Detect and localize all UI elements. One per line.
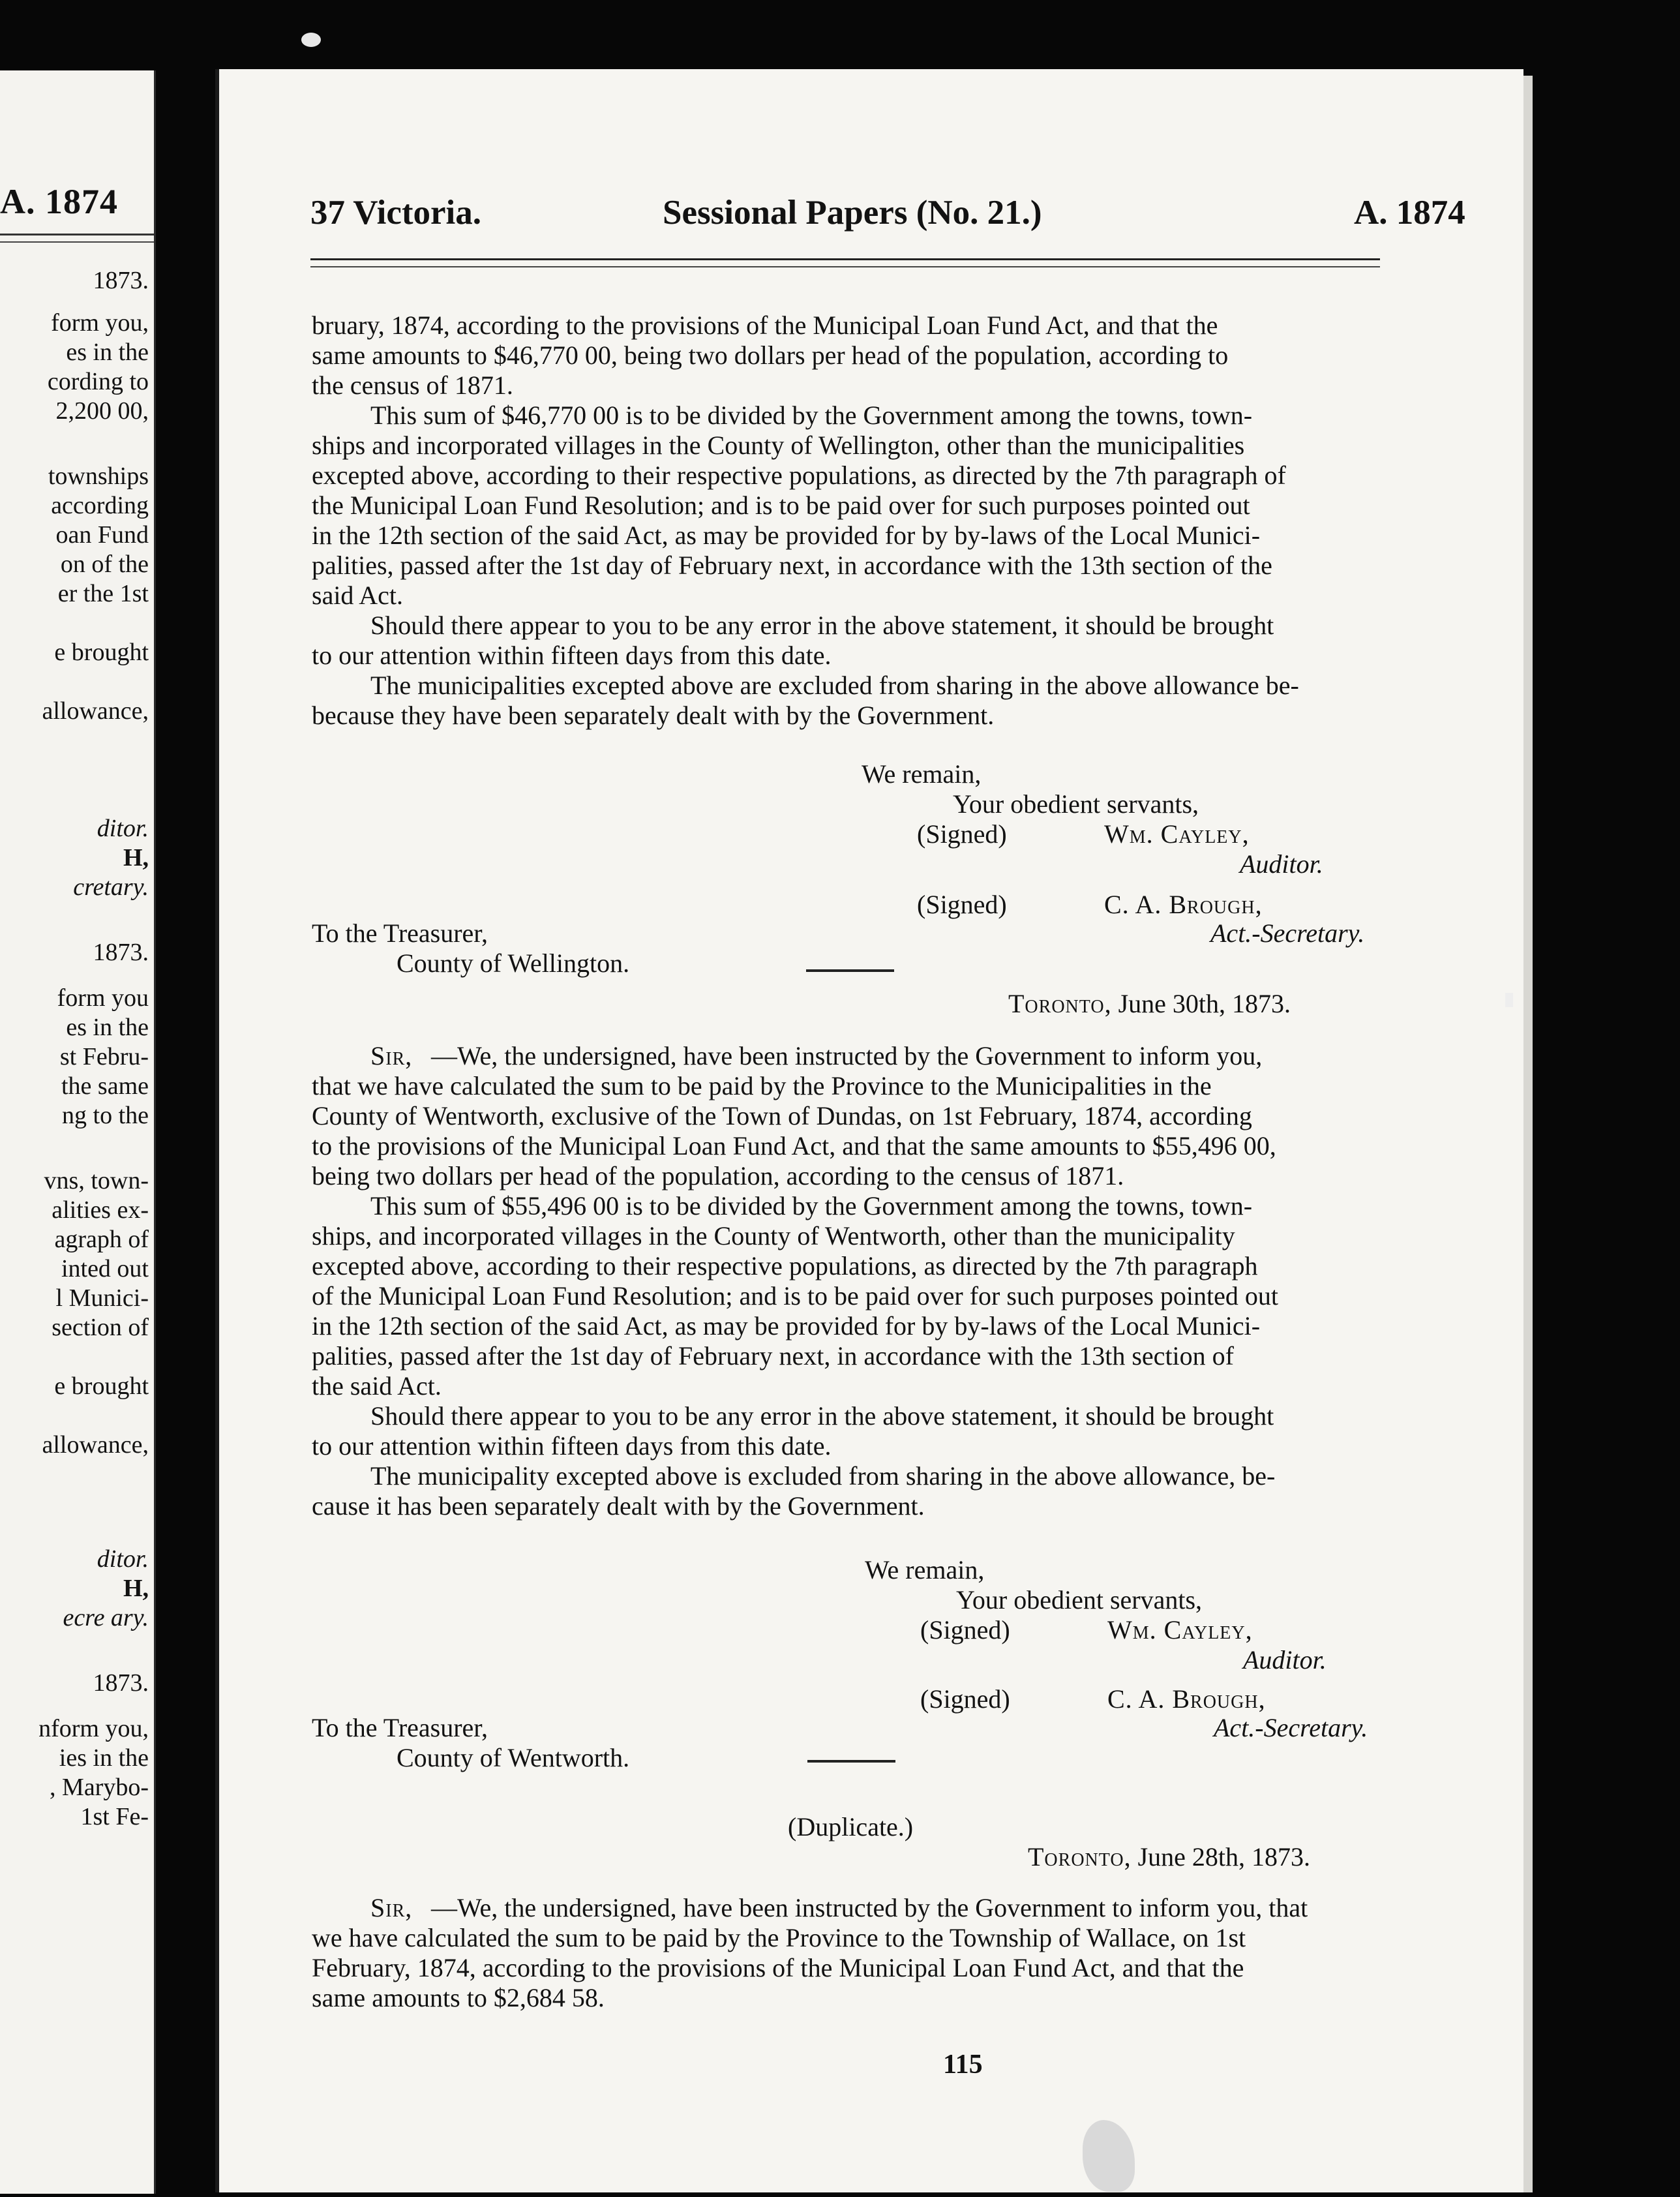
text-line: that we have calculated the sum to be paid by the Province to the Municipalities in the xyxy=(312,1071,1212,1100)
text-line: palities, passed after the 1st day of February next, in accordance with the 13th section of xyxy=(312,1341,1234,1371)
text-line: This sum of $55,496 00 is to be divided by the Government among the towns, town- xyxy=(370,1191,1253,1220)
previous-page-line: on of the xyxy=(60,551,149,578)
signatory-title: Act.-Secretary. xyxy=(1210,918,1365,948)
previous-page-line: form you xyxy=(57,984,149,1012)
section-divider xyxy=(806,969,894,972)
text-line: bruary, 1874, according to the provisions of the Municipal Loan Fund Act, and that the xyxy=(312,311,1218,340)
previous-page-line: e brought xyxy=(54,1372,149,1400)
signatory-name: C. A. Brough, xyxy=(1107,1684,1266,1714)
dateline-place: Toronto, xyxy=(1028,1842,1132,1871)
header-year: A. 1874 xyxy=(1354,194,1465,232)
text-line: to our attention within fifteen days from this date. xyxy=(312,641,832,670)
previous-page-line: l Munici- xyxy=(55,1284,149,1312)
signatory-title: Act.-Secretary. xyxy=(1214,1713,1368,1742)
section-divider xyxy=(807,1760,895,1763)
closing-servants: Your obedient servants, xyxy=(956,1585,1203,1614)
signatory-name: C. A. Brough, xyxy=(1104,890,1263,919)
signatory-title: Auditor. xyxy=(1240,849,1323,879)
closing: We remain, xyxy=(865,1555,985,1584)
salutation: Sir, xyxy=(370,1893,413,1922)
text-line: same amounts to $2,684 58. xyxy=(312,1983,605,2012)
text-line: in the 12th section of the said Act, as may be provided for by by-laws of the Local Munici- xyxy=(312,521,1261,550)
previous-page-line: ng to the xyxy=(62,1102,149,1129)
addressee-county: County of Wentworth. xyxy=(397,1743,630,1772)
previous-page-line: ditor. xyxy=(97,815,149,842)
previous-page-line: oan Fund xyxy=(55,521,149,549)
duplicate-label: (Duplicate.) xyxy=(788,1812,914,1841)
previous-page-line: according xyxy=(51,492,149,519)
text-line: excepted above, according to their respective populations, as directed by the 7th paragraph xyxy=(312,1251,1258,1280)
previous-page-line: es in the xyxy=(66,339,149,366)
text-line: Should there appear to you to be any error in the above statement, it should be brought xyxy=(370,1401,1274,1431)
header-rule xyxy=(0,241,154,243)
previous-page-line: 1873. xyxy=(93,267,149,294)
header-rule xyxy=(310,266,1380,267)
text-line: This sum of $46,770 00 is to be divided by the Government among the towns, town- xyxy=(370,401,1253,430)
text-line: to the provisions of the Municipal Loan Fund Act, and that the same amounts to $55,496 00, xyxy=(312,1131,1276,1160)
previous-page-line: es in the xyxy=(66,1014,149,1041)
salutation: Sir, xyxy=(370,1041,413,1070)
scan-speck xyxy=(301,33,321,47)
previous-page-line: section of xyxy=(52,1314,149,1341)
previous-page-header: A. 1874 xyxy=(0,182,118,221)
previous-page-line: st Febru- xyxy=(59,1043,149,1070)
previous-page-line: 2,200 00, xyxy=(55,397,149,425)
text-line: excepted above, according to their respective populations, as directed by the 7th paragraph of xyxy=(312,461,1286,490)
page-number: 115 xyxy=(943,2050,983,2080)
previous-page-line: allowance, xyxy=(42,1431,149,1459)
text-line: —We, the undersigned, have been instructed by the Government to inform you, xyxy=(431,1041,1263,1070)
text-line: the census of 1871. xyxy=(312,371,513,400)
document-page xyxy=(215,69,1523,2192)
text-line: February, 1874, according to the provisions of the Municipal Loan Fund Act, and that the xyxy=(312,1953,1244,1982)
closing-servants: Your obedient servants, xyxy=(953,789,1199,819)
signed-label: (Signed) xyxy=(920,1684,1010,1714)
dateline xyxy=(1008,989,1291,1019)
previous-page-line: 1873. xyxy=(93,939,149,966)
previous-page-line: townships xyxy=(48,462,149,490)
previous-page-line: alities ex- xyxy=(52,1196,149,1224)
text-line: the Municipal Loan Fund Resolution; and is to be paid over for such purposes pointed out xyxy=(312,491,1250,520)
signed-label: (Signed) xyxy=(920,1615,1010,1644)
text-line: The municipalities excepted above are excluded from sharing in the above allowance be- xyxy=(370,671,1299,700)
text-line: we have calculated the sum to be paid by the Province to the Township of Wallace, on 1st xyxy=(312,1923,1246,1952)
page-edge xyxy=(1523,76,1533,2192)
header-rule xyxy=(0,234,154,235)
header-rule xyxy=(310,258,1380,260)
closing: We remain, xyxy=(862,759,982,789)
dateline-date: June 28th, 1873. xyxy=(1137,1842,1311,1871)
previous-page-line: er the 1st xyxy=(57,580,149,607)
addressee-county: County of Wellington. xyxy=(397,948,630,978)
previous-page-line: e brought xyxy=(54,639,149,666)
previous-page-line: inted out xyxy=(61,1255,149,1282)
text-line: to our attention within fifteen days from this date. xyxy=(312,1431,832,1461)
previous-page-line: vns, town- xyxy=(44,1167,149,1194)
previous-page-line: form you, xyxy=(51,309,149,337)
previous-page-line: agraph of xyxy=(54,1226,149,1253)
signatory-name: Wm. Cayley, xyxy=(1104,819,1250,849)
previous-page-line: 1st Fe- xyxy=(80,1803,149,1830)
text-line: —We, the undersigned, have been instructed by the Government to inform you, that xyxy=(431,1893,1308,1922)
text-line: The municipality excepted above is excluded from sharing in the above allowance, be- xyxy=(370,1461,1276,1491)
running-header xyxy=(310,193,1602,245)
previous-page-line: ditor. xyxy=(97,1545,149,1573)
previous-page-line: H, xyxy=(123,844,149,871)
previous-page-line: , Marybo- xyxy=(50,1774,149,1801)
text-line: in the 12th section of the said Act, as may be provided for by by-laws of the Local Munici- xyxy=(312,1311,1261,1341)
text-line: palities, passed after the 1st day of February next, in accordance with the 13th section of the xyxy=(312,551,1272,580)
text-line: County of Wentworth, exclusive of the Town of Dundas, on 1st February, 1874, according xyxy=(312,1101,1252,1130)
dateline-date: June 30th, 1873. xyxy=(1118,989,1291,1018)
signed-label: (Signed) xyxy=(917,819,1007,849)
signatory-title: Auditor. xyxy=(1243,1645,1327,1674)
signed-label: (Signed) xyxy=(917,890,1007,919)
text-line: because they have been separately dealt with by the Government. xyxy=(312,701,995,730)
previous-page-strip xyxy=(0,70,156,2194)
addressee: To the Treasurer, xyxy=(312,1713,488,1742)
dateline xyxy=(1028,1842,1310,1872)
previous-page-line: ecre ary. xyxy=(63,1604,149,1631)
text-line: cause it has been separately dealt with by the Government. xyxy=(312,1491,925,1521)
text-line: Should there appear to you to be any error in the above statement, it should be brought xyxy=(370,611,1274,640)
previous-page-line: nform you, xyxy=(38,1715,149,1742)
previous-page-line: cretary. xyxy=(73,873,149,901)
previous-page-line: 1873. xyxy=(93,1669,149,1697)
text-line: of the Municipal Loan Fund Resolution; and is to be paid over for such purposes pointed out xyxy=(312,1281,1278,1311)
text-line: the said Act. xyxy=(312,1371,442,1401)
previous-page-line: H, xyxy=(123,1575,149,1602)
header-title: Sessional Papers (No. 21.) xyxy=(663,194,1042,232)
signatory-name: Wm. Cayley, xyxy=(1107,1615,1253,1644)
previous-page-line: ies in the xyxy=(59,1744,149,1772)
text-line: said Act. xyxy=(312,581,403,610)
text-line: ships, and incorporated villages in the County of Wentworth, other than the municipality xyxy=(312,1221,1235,1250)
previous-page-line: allowance, xyxy=(42,697,149,725)
text-line: being two dollars per head of the population, according to the census of 1871. xyxy=(312,1161,1124,1190)
scan-speck xyxy=(1505,993,1513,1007)
text-line: ships and incorporated villages in the County of Wellington, other than the municipalities xyxy=(312,431,1245,460)
previous-page-line: the same xyxy=(61,1072,149,1100)
dateline-place: Toronto, xyxy=(1008,989,1112,1018)
addressee: To the Treasurer, xyxy=(312,918,488,948)
text-line: same amounts to $46,770 00, being two dollars per head of the population, according to xyxy=(312,341,1229,370)
previous-page-line: cording to xyxy=(47,368,149,395)
header-session: 37 Victoria. xyxy=(310,194,481,232)
